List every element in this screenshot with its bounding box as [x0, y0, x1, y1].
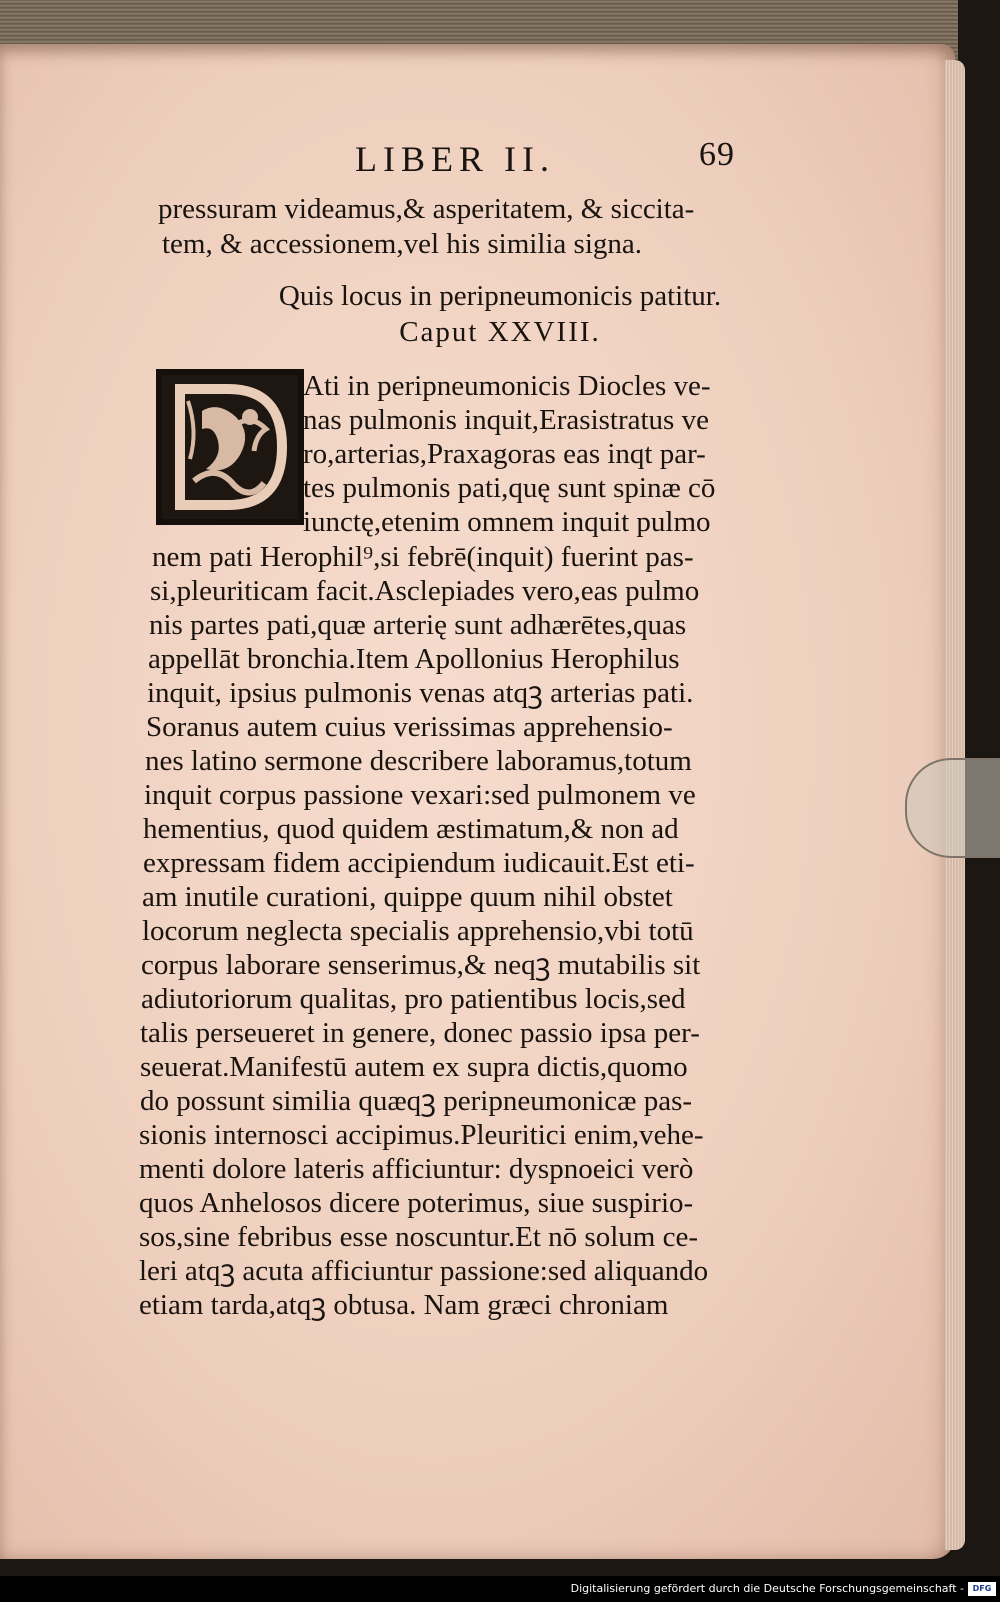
folio-number: 69 [699, 136, 735, 173]
text-line: leri atqꝫ acuta afficiuntur passione:sed aliquando [139, 1255, 709, 1287]
text-line: nas pulmonis inquit,Erasistratus ve [303, 404, 709, 436]
text-line: iunctę,etenim omnem inquit pulmo [303, 506, 711, 538]
page-clip [905, 758, 1000, 858]
text-line: tem, & accessionem,vel his similia signa. [162, 228, 643, 260]
initial-d-ornament-icon [158, 371, 302, 523]
page-header [355, 138, 735, 184]
text-line: etiam tarda,atqꝫ obtusa. Nam græci chroniam [139, 1289, 669, 1321]
text-line: ro,arterias,Praxagoras eas inqt par- [303, 438, 706, 470]
text-line: seuerat.Manifestū autem ex supra dictis,quomo [140, 1051, 688, 1083]
text-line: nem pati Herophil⁹,si febrē(inquit) fuerint pas- [152, 541, 694, 573]
text-line: corpus laborare senserimus,& neqꝫ mutabilis sit [141, 949, 701, 981]
text-line: sos,sine febribus esse noscuntur.Et nō solum ce- [139, 1221, 698, 1253]
text-line: Soranus autem cuius verissimas apprehensio- [146, 711, 673, 743]
text-line: do possunt similia quæqꝫ peripneumonicæ pas- [140, 1085, 693, 1117]
text-line: expressam fidem accipiendum iudicauit.Est eti- [143, 847, 695, 879]
text-line: tes pulmonis pati,quę sunt spinæ cō [303, 472, 716, 504]
funding-credit: Digitalisierung gefördert durch die Deutsche Forschungsgemeinschaft - [570, 1582, 964, 1595]
text-line: appellāt bronchia.Item Apollonius Herophilus [148, 643, 680, 675]
chapter-title: Quis locus in peripneumonicis patitur. [278, 280, 722, 312]
running-title: LIBER II. [355, 139, 555, 179]
text-line: locorum neglecta specialis apprehensio,vbi totū [142, 915, 694, 947]
text-line: quos Anhelosos dicere poterimus, siue suspirio- [139, 1187, 694, 1219]
text-line: Ati in peripneumonicis Diocles ve- [303, 370, 711, 402]
text-line: si,pleuriticam facit.Asclepiades vero,eas pulmo [150, 575, 700, 607]
digitization-footer [0, 1576, 1000, 1602]
text-line: talis perseueret in genere, donec passio ipsa per- [140, 1017, 700, 1049]
text-line: hementius, quod quidem æstimatum,& non ad [143, 813, 679, 845]
dfg-logo: DFG [968, 1582, 996, 1596]
text-line: pressuram videamus,& asperitatem, & siccita- [158, 193, 695, 225]
text-line: am inutile curationi, quippe quum nihil obstet [142, 881, 673, 913]
text-line: inquit corpus passione vexari:sed pulmonem ve [144, 779, 696, 811]
text-line: sionis internosci accipimus.Pleuritici enim,vehe- [139, 1119, 704, 1151]
text-line: nis partes pati,quæ arterię sunt adhærētes,quas [149, 609, 687, 641]
text-line: inquit, ipsius pulmonis venas atqꝫ arterias pati. [147, 677, 694, 709]
text-line: adiutoriorum qualitas, pro patientibus locis,sed [141, 983, 686, 1015]
decorated-initial [156, 369, 304, 525]
text-line: nes latino sermone describere laboramus,totum [145, 745, 692, 777]
text-line: menti dolore lateris afficiuntur: dyspnoeici verò [139, 1153, 694, 1185]
chapter-number: Caput XXVIII. [399, 316, 601, 348]
